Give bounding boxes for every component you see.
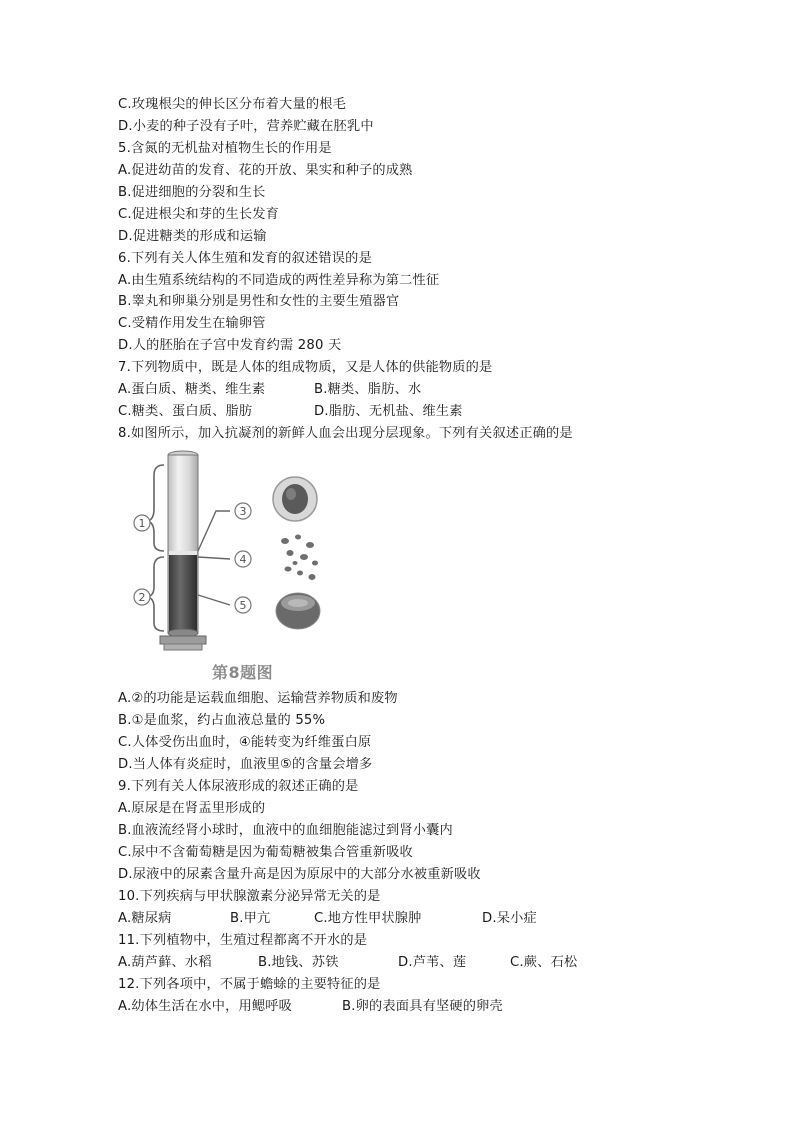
svg-text:5: 5: [239, 599, 247, 612]
test-tube-diagram: [130, 447, 350, 687]
q8-option-a: A.②的功能是运载血细胞、运输营养物质和废物: [118, 691, 398, 706]
q5-option-d: D.促进糖类的形成和运输: [118, 229, 267, 244]
q6-option-c: C.受精作用发生在输卵管: [118, 316, 266, 331]
q10-stem: 10.下列疾病与甲状腺激素分泌异常无关的是: [118, 889, 381, 904]
white-blood-cell-image: [273, 477, 317, 521]
platelets-image: [281, 535, 318, 581]
q7-option-c: C.糖类、蛋白质、脂肪: [118, 404, 253, 419]
q11-stem: 11.下列植物中，生殖过程都离不开水的是: [118, 933, 368, 948]
label-5: [235, 597, 251, 613]
q5-option-c: C.促进根尖和芽的生长发育: [118, 207, 280, 222]
svg-text:3: 3: [239, 505, 247, 518]
q6-option-d: D.人的胚胎在子宫中发育约需 280 天: [118, 338, 342, 353]
q6-stem: 6.下列有关人体生殖和发育的叙述错误的是: [118, 251, 372, 266]
q9-option-c: C.尿中不含葡萄糖是因为葡萄糖被集合管重新吸收: [118, 845, 413, 860]
q4-option-c: C.玫瑰根尖的伸长区分布着大量的根毛: [118, 97, 346, 112]
q9-stem: 9.下列有关人体尿液形成的叙述正确的是: [118, 779, 359, 794]
q7-option-a: A.蛋白质、糖类、维生素: [118, 382, 266, 397]
q11-option-d: D.芦苇、莲: [398, 955, 467, 970]
q5-option-a: A.促进幼苗的发育、花的开放、果实和种子的成熟: [118, 163, 413, 178]
blood-layer-figure: [130, 447, 350, 687]
q8-option-c: C.人体受伤出血时，④能转变为纤维蛋白原: [118, 735, 372, 750]
label-2: [134, 589, 150, 605]
q5-stem: 5.含氮的无机盐对植物生长的作用是: [118, 141, 332, 156]
q9-option-b: B.血液流经肾小球时，血液中的血细胞能滤过到肾小囊内: [118, 823, 453, 838]
q7-stem: 7.下列物质中，既是人体的组成物质，又是人体的供能物质的是: [118, 360, 493, 375]
q10-option-b: B.甲亢: [230, 911, 271, 926]
q7-option-d: D.脂肪、无机盐、维生素: [314, 404, 463, 419]
svg-text:4: 4: [239, 553, 247, 566]
q6-option-a: A.由生殖系统结构的不同造成的两性差异称为第二性征: [118, 273, 440, 288]
q12-option-a: A.幼体生活在水中，用鳃呼吸: [118, 999, 293, 1014]
q7-option-b: B.糖类、脂肪、水: [314, 382, 422, 397]
q11-option-c: C.蕨、石松: [510, 955, 578, 970]
q8-option-b: B.①是血浆，约占血液总量的 55%: [118, 713, 326, 728]
q4-option-d: D.小麦的种子没有子叶，营养贮藏在胚乳中: [118, 119, 374, 134]
q9-option-d: D.尿液中的尿素含量升高是因为原尿中的大部分水被重新吸收: [118, 867, 481, 882]
q11-option-b: B.地钱、苏铁: [258, 955, 339, 970]
q8-stem: 8.如图所示，加入抗凝剂的新鲜人血会出现分层现象。下列有关叙述正确的是: [118, 426, 573, 441]
leader-lines: [198, 511, 230, 605]
label-4: [235, 551, 251, 567]
test-tube: [160, 451, 206, 650]
figure-caption: 第8题图: [212, 663, 274, 682]
q12-stem: 12.下列各项中，不属于蟾蜍的主要特征的是: [118, 977, 381, 992]
q9-option-a: A.原尿是在肾盂里形成的: [118, 801, 266, 816]
q12-option-b: B.卵的表面具有坚硬的卵壳: [342, 999, 503, 1014]
q10-option-d: D.呆小症: [482, 911, 537, 926]
red-blood-cell-image: [276, 593, 320, 629]
label-1: [134, 515, 150, 531]
svg-text:2: 2: [138, 591, 146, 604]
label-3: [235, 503, 251, 519]
q11-option-a: A.葫芦藓、水稻: [118, 955, 212, 970]
svg-text:1: 1: [138, 517, 146, 530]
q6-option-b: B.睾丸和卵巢分别是男性和女性的主要生殖器官: [118, 294, 400, 309]
q10-option-c: C.地方性甲状腺肿: [314, 911, 422, 926]
q5-option-b: B.促进细胞的分裂和生长: [118, 185, 266, 200]
q8-option-d: D.当人体有炎症时，血液里⑤的含量会增多: [118, 757, 373, 772]
q10-option-a: A.糖尿病: [118, 911, 172, 926]
layer-brackets: [148, 465, 164, 631]
